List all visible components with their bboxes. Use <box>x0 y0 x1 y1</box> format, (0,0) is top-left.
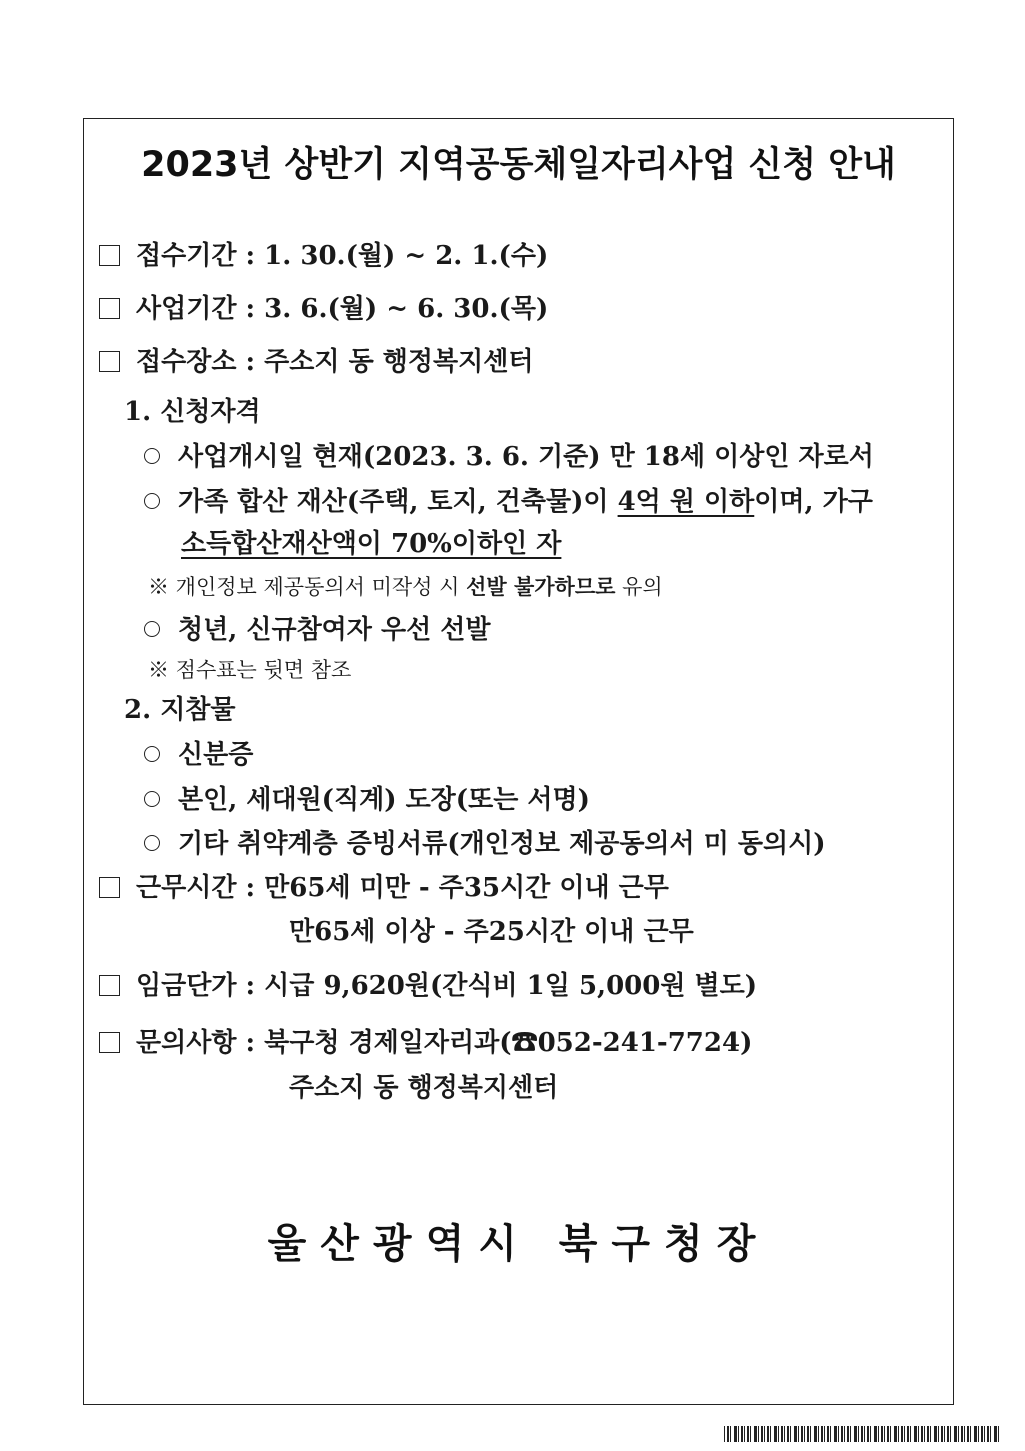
checkbox-icon <box>99 245 120 266</box>
barcode-bar <box>958 1426 959 1442</box>
checkbox-icon <box>99 1032 120 1053</box>
barcode-bar <box>974 1426 977 1442</box>
barcode-bar <box>790 1426 791 1442</box>
barcode-bar <box>961 1426 963 1442</box>
checkbox-icon <box>99 975 120 996</box>
barcode-bar <box>787 1426 789 1442</box>
barcode-bar <box>781 1426 783 1442</box>
work-hours: 근무시간 : 만65세 미만 - 주35시간 이내 근무 <box>99 867 669 904</box>
barcode-bar <box>778 1426 779 1442</box>
barcode-bar <box>941 1426 943 1442</box>
barcode-bar <box>818 1426 819 1442</box>
barcode-bar <box>878 1426 879 1442</box>
checkbox-icon <box>99 877 120 898</box>
barcode-bar <box>978 1426 979 1442</box>
barcode-bar <box>887 1426 889 1442</box>
barcode-bar <box>987 1426 989 1442</box>
barcode-bar <box>938 1426 939 1442</box>
barcode-bar <box>930 1426 931 1442</box>
barcode-bar <box>807 1426 809 1442</box>
circle-bullet-icon <box>144 791 160 807</box>
barcode-bar <box>834 1426 837 1442</box>
project-period: 사업기간 : 3. 6.(월) ~ 6. 30.(목) <box>99 288 548 325</box>
wage-rate: 임금단가 : 시급 9,620원(간식비 1일 5,000원 별도) <box>99 965 757 1002</box>
barcode-bar <box>884 1426 885 1442</box>
section-2-heading: 2. 지참물 <box>124 695 236 725</box>
inquiry-line-2: 주소지 동 행정복지센터 <box>289 1073 559 1103</box>
reception-place: 접수장소 : 주소지 동 행정복지센터 <box>99 341 533 378</box>
barcode-bar <box>907 1426 909 1442</box>
barcode-bar <box>784 1426 785 1442</box>
barcode-bar <box>734 1426 737 1442</box>
phone-icon: ☎ <box>511 1028 538 1058</box>
barcode-bar <box>727 1426 729 1442</box>
barcode-bar <box>964 1426 965 1442</box>
barcode-bar <box>881 1426 883 1442</box>
barcode-bar <box>981 1426 983 1442</box>
barcode-bar <box>841 1426 843 1442</box>
issuer-signature: 울산광역시 북구청장 <box>267 1221 770 1267</box>
barcode-bar <box>801 1426 803 1442</box>
barcode-bar <box>861 1426 863 1442</box>
barcode-bar <box>754 1426 757 1442</box>
barcode-bar <box>770 1426 771 1442</box>
barcode-bar <box>824 1426 825 1442</box>
eligibility-item-2-continued: 소득합산재산액이 70%이하인 자 <box>181 529 562 559</box>
circle-bullet-icon <box>144 621 160 637</box>
barcode-bar <box>914 1426 917 1442</box>
barcode-bar <box>810 1426 811 1442</box>
required-item-2: 본인, 세대원(직계) 도장(또는 서명) <box>144 779 590 816</box>
barcode-bar <box>730 1426 731 1442</box>
eligibility-item-1: 사업개시일 현재(2023. 3. 6. 기준) 만 18세 이상인 자로서 <box>144 436 874 473</box>
barcode-bar <box>898 1426 899 1442</box>
barcode-bar <box>894 1426 897 1442</box>
barcode-bar <box>870 1426 871 1442</box>
barcode-bar <box>910 1426 911 1442</box>
document-title: 2023년 상반기 지역공동체일자리사업 신청 안내 <box>141 145 896 185</box>
circle-bullet-icon <box>144 493 160 509</box>
barcode-bar <box>827 1426 829 1442</box>
barcode-bar <box>761 1426 763 1442</box>
circle-bullet-icon <box>144 448 160 464</box>
barcode-bar <box>921 1426 923 1442</box>
barcode-bar <box>990 1426 991 1442</box>
barcode-bar <box>984 1426 985 1442</box>
reception-period: 접수기간 : 1. 30.(월) ~ 2. 1.(수) <box>99 235 548 272</box>
barcode-bar <box>774 1426 777 1442</box>
barcode-bar <box>798 1426 799 1442</box>
barcode-bar <box>934 1426 937 1442</box>
barcode-bar <box>830 1426 831 1442</box>
barcode-icon <box>724 1426 999 1442</box>
barcode-bar <box>741 1426 743 1442</box>
barcode-bar <box>854 1426 857 1442</box>
required-item-1: 신분증 <box>144 734 253 771</box>
barcode-bar <box>850 1426 851 1442</box>
barcode-bar <box>867 1426 869 1442</box>
barcode-bar <box>844 1426 845 1442</box>
barcode-bar <box>864 1426 865 1442</box>
barcode-bar <box>918 1426 919 1442</box>
barcode-bar <box>758 1426 759 1442</box>
barcode-bar <box>890 1426 891 1442</box>
work-hours-line-2: 만65세 이상 - 주25시간 이내 근무 <box>289 917 694 947</box>
barcode-bar <box>814 1426 817 1442</box>
barcode-bar <box>764 1426 765 1442</box>
barcode-bar <box>967 1426 969 1442</box>
barcode-bar <box>998 1426 999 1442</box>
asset-limit-underlined: 4억 원 이하 <box>617 487 755 517</box>
barcode-bar <box>947 1426 949 1442</box>
barcode-bar <box>944 1426 945 1442</box>
required-item-3: 기타 취약계층 증빙서류(개인정보 제공동의서 미 동의시) <box>144 823 826 860</box>
circle-bullet-icon <box>144 835 160 851</box>
barcode-bar <box>924 1426 925 1442</box>
barcode-bar <box>904 1426 905 1442</box>
document-frame <box>83 118 954 1405</box>
barcode-bar <box>950 1426 951 1442</box>
barcode-bar <box>858 1426 859 1442</box>
barcode-bar <box>744 1426 745 1442</box>
barcode-bar <box>847 1426 849 1442</box>
privacy-consent-note: ※ 개인정보 제공동의서 미작성 시 선발 불가하므로 유의 <box>148 574 663 599</box>
section-1-heading: 1. 신청자격 <box>124 397 261 427</box>
barcode-bar <box>747 1426 749 1442</box>
score-table-note: ※ 점수표는 뒷면 참조 <box>148 658 352 682</box>
barcode-bar <box>901 1426 903 1442</box>
barcode-bar <box>927 1426 929 1442</box>
barcode-bar <box>738 1426 739 1442</box>
eligibility-item-2: 가족 합산 재산(주택, 토지, 건축물)이 4억 원 이하이며, 가구 <box>144 481 873 518</box>
barcode-bar <box>794 1426 797 1442</box>
barcode-bar <box>767 1426 769 1442</box>
barcode-bar <box>804 1426 805 1442</box>
barcode-bar <box>838 1426 839 1442</box>
checkbox-icon <box>99 351 120 372</box>
checkbox-icon <box>99 298 120 319</box>
barcode-bar <box>874 1426 877 1442</box>
barcode-bar <box>724 1426 725 1442</box>
circle-bullet-icon <box>144 746 160 762</box>
barcode-bar <box>994 1426 997 1442</box>
barcode-bar <box>954 1426 957 1442</box>
inquiry: 문의사항 : 북구청 경제일자리과(☎052-241-7724) <box>99 1022 752 1059</box>
eligibility-item-3: 청년, 신규참여자 우선 선발 <box>144 609 490 646</box>
barcode-bar <box>970 1426 971 1442</box>
barcode-bar <box>821 1426 823 1442</box>
barcode-bar <box>750 1426 751 1442</box>
